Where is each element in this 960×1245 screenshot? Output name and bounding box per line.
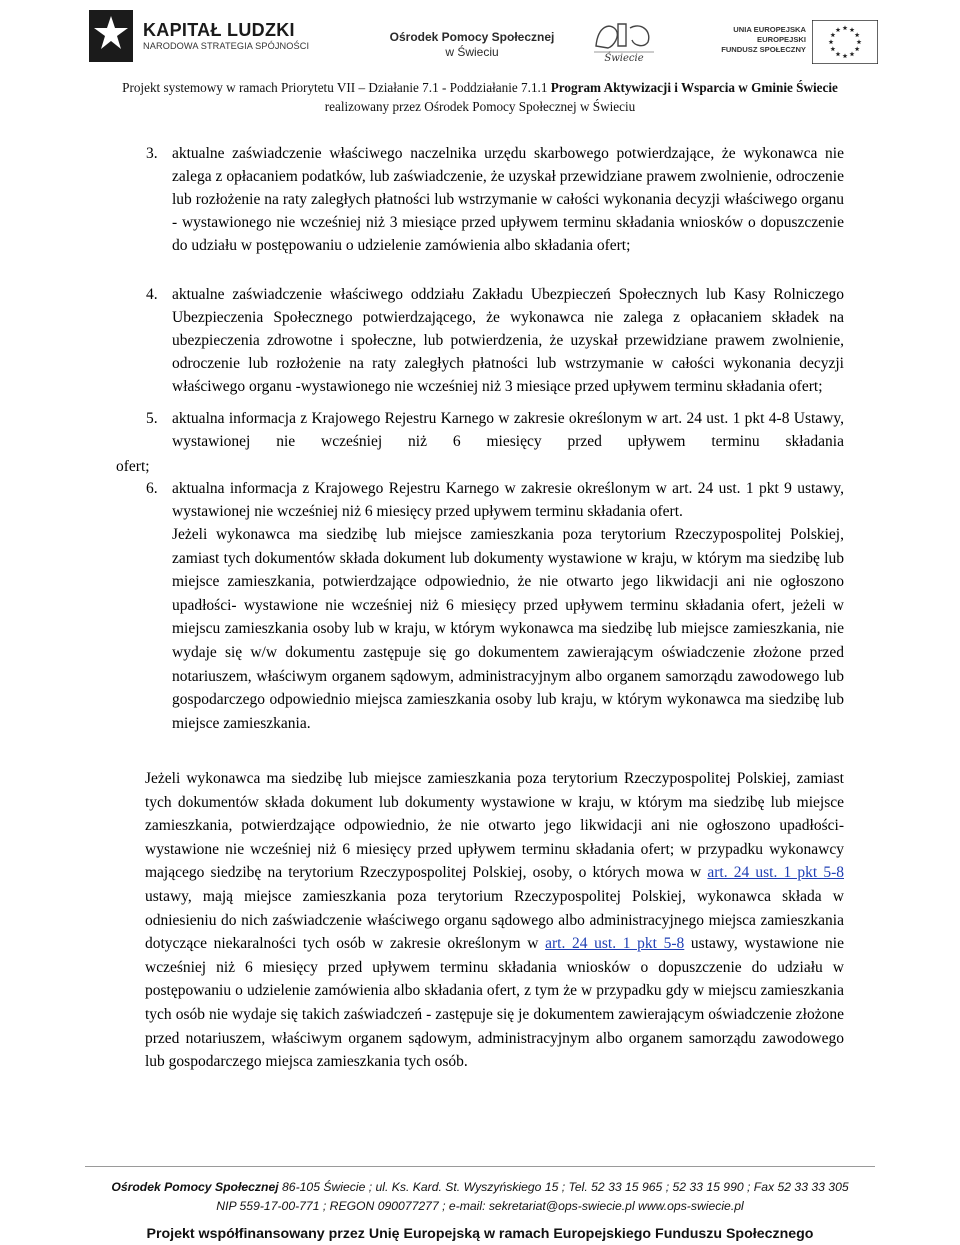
kapital-ludzki-star-icon (85, 6, 139, 66)
foreign-entity-paragraph (145, 767, 844, 1074)
list-item-3 (146, 143, 844, 258)
eu-line1: UNIA EUROPEJSKA (733, 25, 806, 34)
paragraph-part-2: ustawy, mają miejsce zamieszkania poza terytorium Rzeczypospolitej Polskiej, wykonawca składa w odniesieniu do nich zaświadczenie właściwego organu sądowego albo administracyjnego miejsca zamieszkania dotyczące niekaralności tych osób w zakresie określonym w (145, 887, 844, 953)
list-item-4 (146, 284, 844, 399)
project-line-program: Program Aktywizacji i Wsparcia w Gminie Świecie (547, 80, 838, 95)
list-item-5 (146, 408, 844, 454)
list-number: 5. (146, 410, 158, 427)
footer-cofinancing: Projekt współfinansowany przez Unię Europejską w ramach Europejskiego Funduszu Społecznego (146, 1226, 814, 1242)
stray-ofert-word: ofert; (116, 458, 150, 475)
project-line-2: realizowany przez Ośrodek Pomocy Społecznej w Świeciu (324, 99, 636, 114)
list-item-text: aktualne zaświadczenie właściwego naczelnika urzędu skarbowego potwierdzające, że wykonawca nie zalega z opłacaniem podatków, lub zaświadczenie, że uzyskał przewidziane prawem zwolnienie, odroczenie lub rozłożenie na raty zaległych płatności lub wstrzymanie w całości wykonania decyzji właściwego organu - wystawionego nie wcześniej niż 3 miesiące przed upływem terminu składania wniosków o dopuszczenie do udziału w postępowaniu o udzielenie zamówienia albo składania ofert; (172, 145, 844, 254)
footer-org-name: Ośrodek Pomocy Społecznej (111, 1180, 279, 1194)
link-art-24-second[interactable]: art. 24 ust. 1 pkt 5-8 (545, 935, 685, 953)
eu-flag-icon (812, 20, 878, 64)
kapital-ludzki-logo (85, 6, 315, 70)
foreign-entity-paragraph-indented: Jeżeli wykonawca ma siedzibę lub miejsce zamieszkania poza terytorium Rzeczypospolitej Polskiej, zamiast tych dokumentów składa dokument lub dokumenty wystawione w kraju, w którym ma siedzibę lub miejsce zamieszkania, potwierdzające odpowiednio, że nie otwarto jego likwidacji ani nie ogłoszono upadłości- wystawione nie wcześniej niż 6 miesięcy przed upływem terminu składania ofert, jeżeli w miejscu zamieszkania osoby lub w kraju, w którym wykonawca ma siedzibę lub miejsce zamieszkania, nie wydaje się w/w dokumentu zastępuje się go dokumentem zawierającym oświadczenie złożone przed notariuszem, właściwym organem sądowym, administracyjnym albo organem samorządu zawodowego lub gospodarczego odpowiednio miejsca zamieszkania osoby lub kraju, w którym wykonawca ma siedzibę lub miejsce zamieszkania. (172, 526, 844, 732)
kapital-ludzki-title: KAPITAŁ LUDZKI (143, 20, 295, 40)
footer-address-text: 86-105 Świecie ; ul. Ks. Kard. St. Wyszyńskiego 15 ; Tel. 52 33 15 965 ; 52 33 15 990 ; Fax 52 33 33 305 (278, 1180, 849, 1194)
list-item-text: aktualna informacja z Krajowego Rejestru Karnego w zakresie określonym w art. 24 ust. 1 pkt 9 ustawy, wystawionej nie wcześniej niż 6 miesięcy przed upływem terminu składania ofert. (172, 480, 844, 520)
paragraph-part-3: ustawy, wystawione nie wcześniej niż 6 miesięcy przed upływem terminu składania wniosków o dopuszczenie do udziału w postępowaniu o udzielenie zamówienia albo składania ofert, z tym że w przypadku gdy w miejscu zamieszkania tych osób nie wydaje się takich zaświadczeń - zastępuje się je dokumentem zawierającym oświadczenie złożone przed notariuszem, właściwym organem sądowym, administracyjnym albo organem samorządu zawodowego lub gospodarczego miejsca zamieszkania tych osób. (145, 935, 844, 1071)
kapital-ludzki-subtitle: NARODOWA STRATEGIA SPÓJNOŚCI (143, 41, 310, 51)
list-number: 6. (146, 480, 158, 497)
eu-line3: FUNDUSZ SPOŁECZNY (721, 45, 806, 54)
project-line-prefix: Projekt systemowy w ramach Priorytetu VII – Działanie 7.1 - Poddziałanie 7.1.1 (122, 80, 548, 95)
list-number: 3. (146, 145, 158, 162)
footer-divider (85, 1166, 875, 1167)
footer-address (0, 1180, 960, 1194)
swiecie-logo (588, 16, 660, 64)
ops-name: Ośrodek Pomocy Społecznej (389, 30, 555, 44)
link-art-24[interactable]: art. 24 ust. 1 pkt 5-8 (707, 864, 844, 882)
paragraph-part-1: Jeżeli wykonawca ma siedzibę lub miejsce zamieszkania poza terytorium Rzeczypospolitej Polskiej, zamiast tych dokumentów składa dokument lub dokumenty wystawione w kraju, w którym ma siedzibę lub miejsce zamieszkania, potwierdzające odpowiednio, że nie otwarto jego likwidacji ani nie ogłoszono upadłości- wystawione nie wcześniej niż 6 miesięcy przed upływem terminu składania ofert; w przypadku wykonawcy mającego siedzibę na terytorium Rzeczypospolitej Polskiej, osoby, o których mowa w (145, 770, 844, 882)
list-item-6 (146, 478, 844, 524)
list-number: 4. (146, 286, 158, 303)
page-header (0, 0, 960, 118)
list-item-text: aktualna informacja z Krajowego Rejestru Karnego w zakresie określonym w art. 24 ust. 1 pkt 4-8 Ustawy, wystawionej nie wcześniej niż 6 miesięcy przed upływem terminu składania (172, 410, 844, 450)
list-item-text: aktualne zaświadczenie właściwego oddziału Zakładu Ubezpieczeń Społecznych lub Kasy Rolniczego Ubezpieczenia Społecznego potwierdzającego, że wykonawca nie zalega z opłacaniem składek na ubezpieczenia zdrowotne i społeczne, lub potwierdzenia, że uzyskał przewidziane prawem zwolnienie, odroczenie lub rozłożenie na raty zaległych płatności lub wstrzymanie w całości wykonania decyzji właściwego organu -wystawionego nie wcześniej niż 3 miesiące przed upływem terminu składania ofert; (172, 286, 844, 395)
ops-city: w Świeciu (445, 45, 499, 59)
ops-name-block (372, 30, 572, 60)
project-line (0, 79, 960, 96)
eu-line2: EUROPEJSKI (757, 35, 806, 44)
footer-contact: NIP 559-17-00-771 ; REGON 090077277 ; e-mail: sekretariat@ops-swiecie.pl www.ops-swiecie.pl (216, 1199, 744, 1213)
swiecie-logo-word: Świecie (604, 53, 644, 64)
eu-efs-logo (720, 18, 882, 66)
